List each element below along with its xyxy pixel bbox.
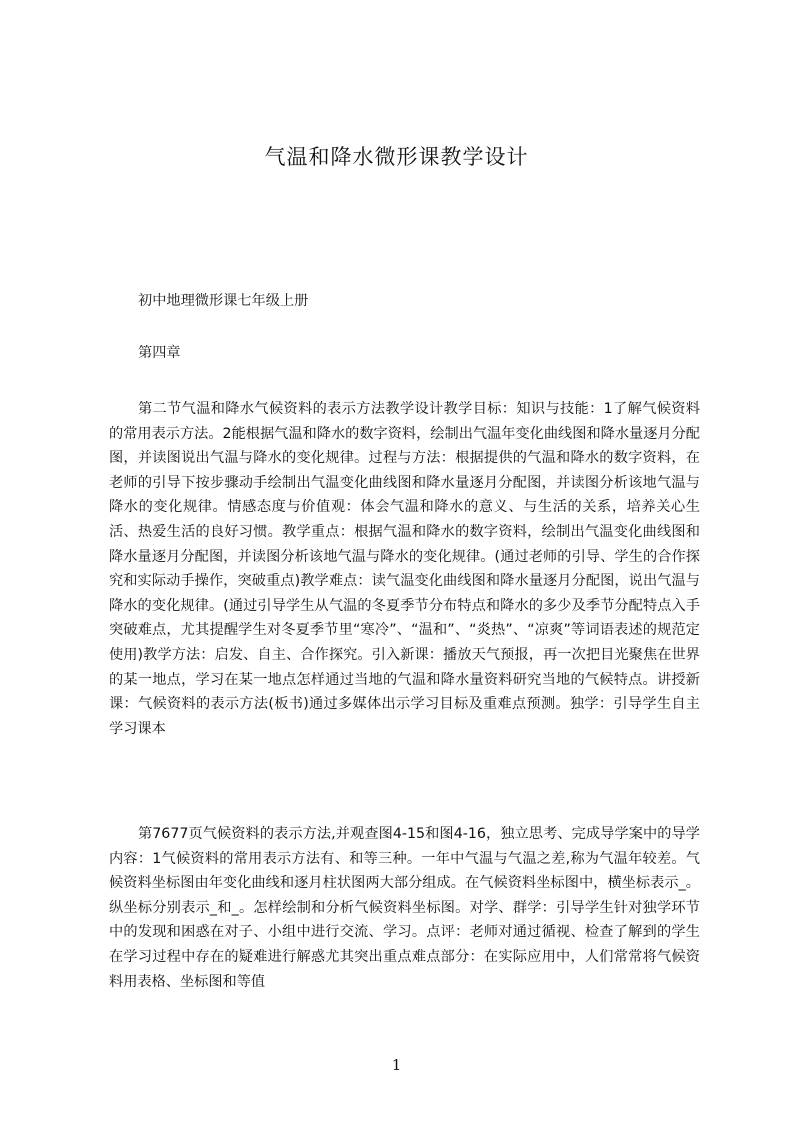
body-paragraph-1: 第二节气温和降水气候资料的表示方法教学设计教学目标：知识与技能：1了解气候资料的常用表示方法。2能根据气温和降水的数字资料，绘制出气温年变化曲线图和降水量逐月分配图，并读图说出气温与降水的变化规律。过程与方法：根据提供的气温和降水的数字资料，在老师的引导下按步骤动手绘制出气温变化曲线图和降水量逐月分配图，并读图分析该地气温与降水的变化规律。情感态度与价值观：体会气温和降水的意义、与生活的关系，培养关心生活、热爱生活的良好习惯。教学重点：根据气温和降水的数字资料，绘制出气温变化曲线图和降水量逐月分配图，并读图分析该地气温与降水的变化规律。(通过老师的引导、学生的合作探究和实际动手操作，突破重点)教学难点：读气温变化曲线图和降水量逐月分配图，说出气温与降水的变化规律。(通过引导学生从气温的冬夏季节分布特点和降水的多少及季节分配特点入手突破难点，尤其提醒学生对冬夏季节里“寒冷”、“温和”、“炎热”、“凉爽”等词语表述的规范定使用)教学方法：启发、自主、合作探究。引入新课：播放天气预报，再一次把目光聚焦在世界的某一地点，学习在某一地点怎样通过当地的气温和降水量资料研究当地的气候特点。讲授新课：气候资料的表示方法(板书)通过多媒体出示学习目标及重难点预测。独学：引导学生自主学习课本 <box>109 401 700 737</box>
document-subtitle: 初中地理微形课七年级上册 <box>138 293 309 309</box>
document-title: 气温和降水微形课教学设计 <box>264 145 529 169</box>
page-number: 1 <box>391 1056 402 1074</box>
body-paragraph-2: 第7677页气候资料的表示方法,并观查图4-15和图4-16，独立思考、完成导学案中的导学内容：1气候资料的常用表示方法有、和等三种。一年中气温与气温之差,称为气温年较差。气候资料坐标图由年变化曲线和逐月柱状图两大部分组成。在气候资料坐标图中，横坐标表示_。纵坐标分别表示_和_。怎样绘制和分析气候资料坐标图。对学、群学：引导学生针对独学环节中的发现和困惑在对子、小组中进行交流、学习。点评：老师对通过循视、检查了解到的学生在学习过程中存在的疑难进行解惑尤其突出重点难点部分：在实际应用中，人们常常将气候资料用表格、坐标图和等值 <box>109 826 700 990</box>
chapter-heading: 第四章 <box>138 345 181 361</box>
